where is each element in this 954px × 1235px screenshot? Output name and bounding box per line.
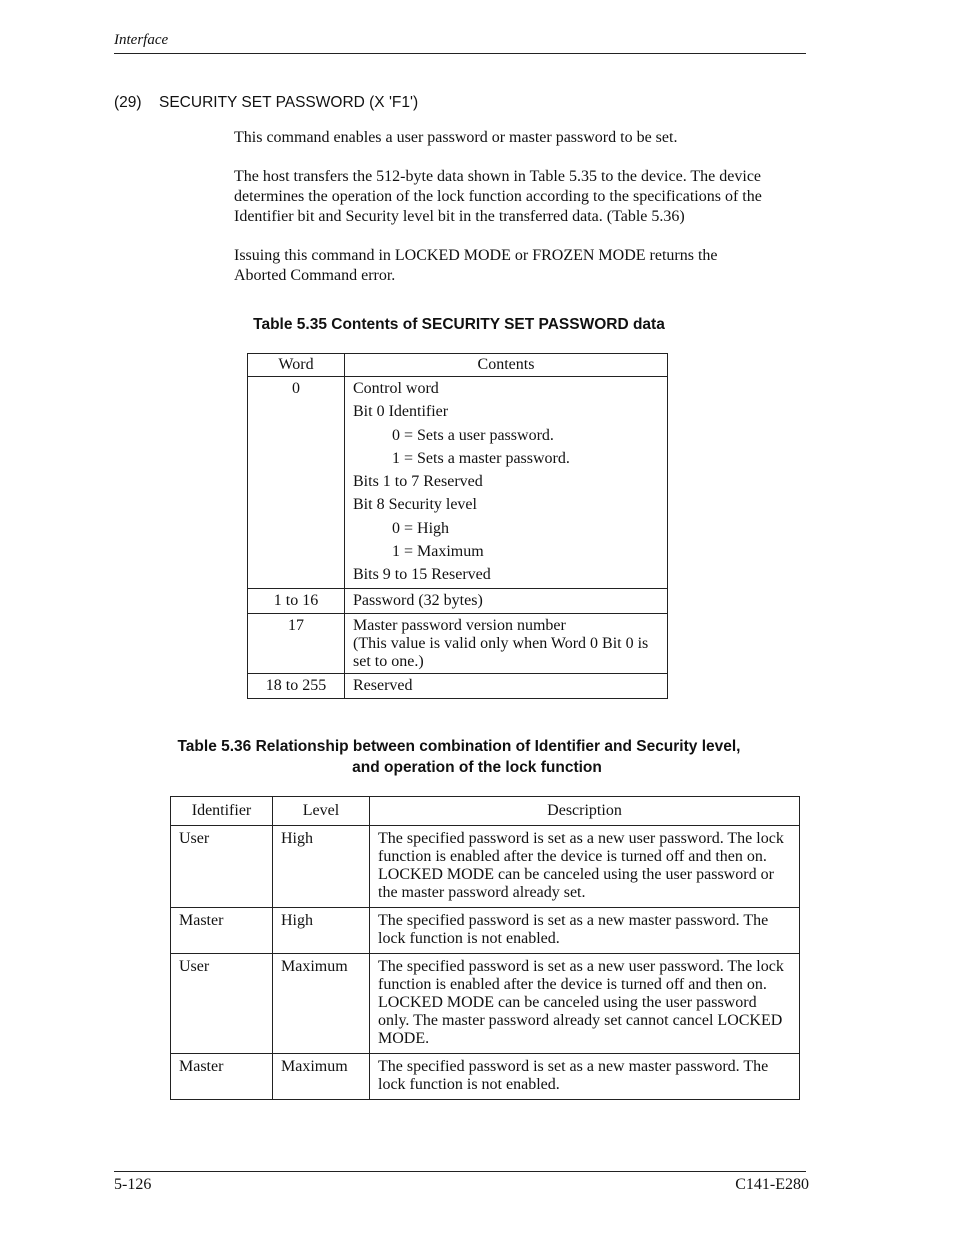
column-header-word: Word	[248, 354, 345, 377]
table-5-35-caption: Table 5.35 Contents of SECURITY SET PASSWORD data	[253, 316, 665, 333]
control-word-line: Bits 1 to 7 Reserved	[353, 473, 483, 491]
column-header-level: Level	[273, 797, 370, 826]
contents-cell	[345, 377, 668, 589]
contents-cell: Reserved	[345, 673, 668, 698]
column-header-contents: Contents	[345, 354, 668, 377]
table-row	[248, 673, 668, 698]
table-row	[171, 908, 800, 954]
contents-note: (This value is valid only when Word 0 Bit 0 is set to one.)	[353, 634, 649, 670]
running-header: Interface	[114, 32, 169, 48]
table-row	[171, 954, 800, 1054]
column-header-description: Description	[370, 797, 800, 826]
table-5-35	[247, 353, 668, 699]
word-cell: 1 to 16	[248, 588, 345, 613]
level-cell: Maximum	[273, 1054, 370, 1100]
paragraph-intro: This command enables a user password or master password to be set.	[234, 129, 678, 146]
paragraph-host-transfer: The host transfers the 512-byte data shown in Table 5.35 to the device. The device determines the operation of the lock function according to the specifications of the Identifier bit and Security level bit in the transferred data. (Table 5.36)	[234, 168, 762, 225]
level-cell: High	[273, 826, 370, 908]
description-cell: The specified password is set as a new master password. The lock function is not enabled.	[370, 908, 800, 954]
footer-rule	[114, 1171, 806, 1172]
table-5-36-caption	[114, 736, 804, 778]
control-word-line: 1 = Maximum	[392, 543, 484, 561]
level-cell: Maximum	[273, 954, 370, 1054]
table-row	[248, 588, 668, 613]
caption-line: and operation of the lock function	[352, 759, 602, 776]
table-header-row	[171, 797, 800, 826]
contents-text: Master password version number	[353, 616, 566, 634]
control-word-line: Bit 8 Security level	[353, 496, 477, 514]
document-number: C141-E280	[735, 1176, 809, 1193]
table-row	[248, 377, 668, 589]
word-cell: 18 to 255	[248, 673, 345, 698]
control-word-line: 0 = Sets a user password.	[392, 426, 554, 444]
caption-line: Table 5.36 Relationship between combination of Identifier and Security level,	[177, 738, 741, 755]
identifier-cell: User	[171, 826, 273, 908]
table-header-row	[248, 354, 668, 377]
identifier-cell: Master	[171, 908, 273, 954]
control-word-line: 0 = High	[392, 519, 450, 537]
paragraph-locked-mode: Issuing this command in LOCKED MODE or FROZEN MODE returns the Aborted Command error.	[234, 247, 718, 284]
level-cell: High	[273, 908, 370, 954]
identifier-cell: Master	[171, 1054, 273, 1100]
description-cell: The specified password is set as a new user password. The lock function is enabled after the device is turned off and then on. LOCKED MODE can be canceled using the user password or the master password already set.	[370, 826, 800, 908]
control-word-line: Control word	[353, 380, 439, 397]
contents-cell	[345, 613, 668, 673]
description-cell: The specified password is set as a new master password. The lock function is not enabled.	[370, 1054, 800, 1100]
header-rule	[114, 53, 806, 54]
table-5-36	[170, 796, 800, 1100]
page-number: 5-126	[114, 1176, 152, 1193]
description-cell: The specified password is set as a new user password. The lock function is enabled after the device is turned off and then on. LOCKED MODE can be canceled using the user password only. The master password already set cannot cancel LOCKED MODE.	[370, 954, 800, 1054]
section-number: (29)	[114, 94, 142, 111]
identifier-cell: User	[171, 954, 273, 1054]
table-row	[171, 826, 800, 908]
section-heading	[114, 94, 418, 112]
word-cell: 17	[248, 613, 345, 673]
contents-cell: Password (32 bytes)	[345, 588, 668, 613]
word-cell: 0	[248, 377, 345, 589]
section-title: SECURITY SET PASSWORD (X 'F1')	[159, 94, 419, 111]
control-word-line: Bit 0 Identifier	[353, 403, 449, 421]
column-header-identifier: Identifier	[171, 797, 273, 826]
control-word-line: 1 = Sets a master password.	[392, 449, 570, 467]
control-word-line: Bits 9 to 15 Reserved	[353, 566, 491, 584]
table-row	[248, 613, 668, 673]
table-row	[171, 1054, 800, 1100]
